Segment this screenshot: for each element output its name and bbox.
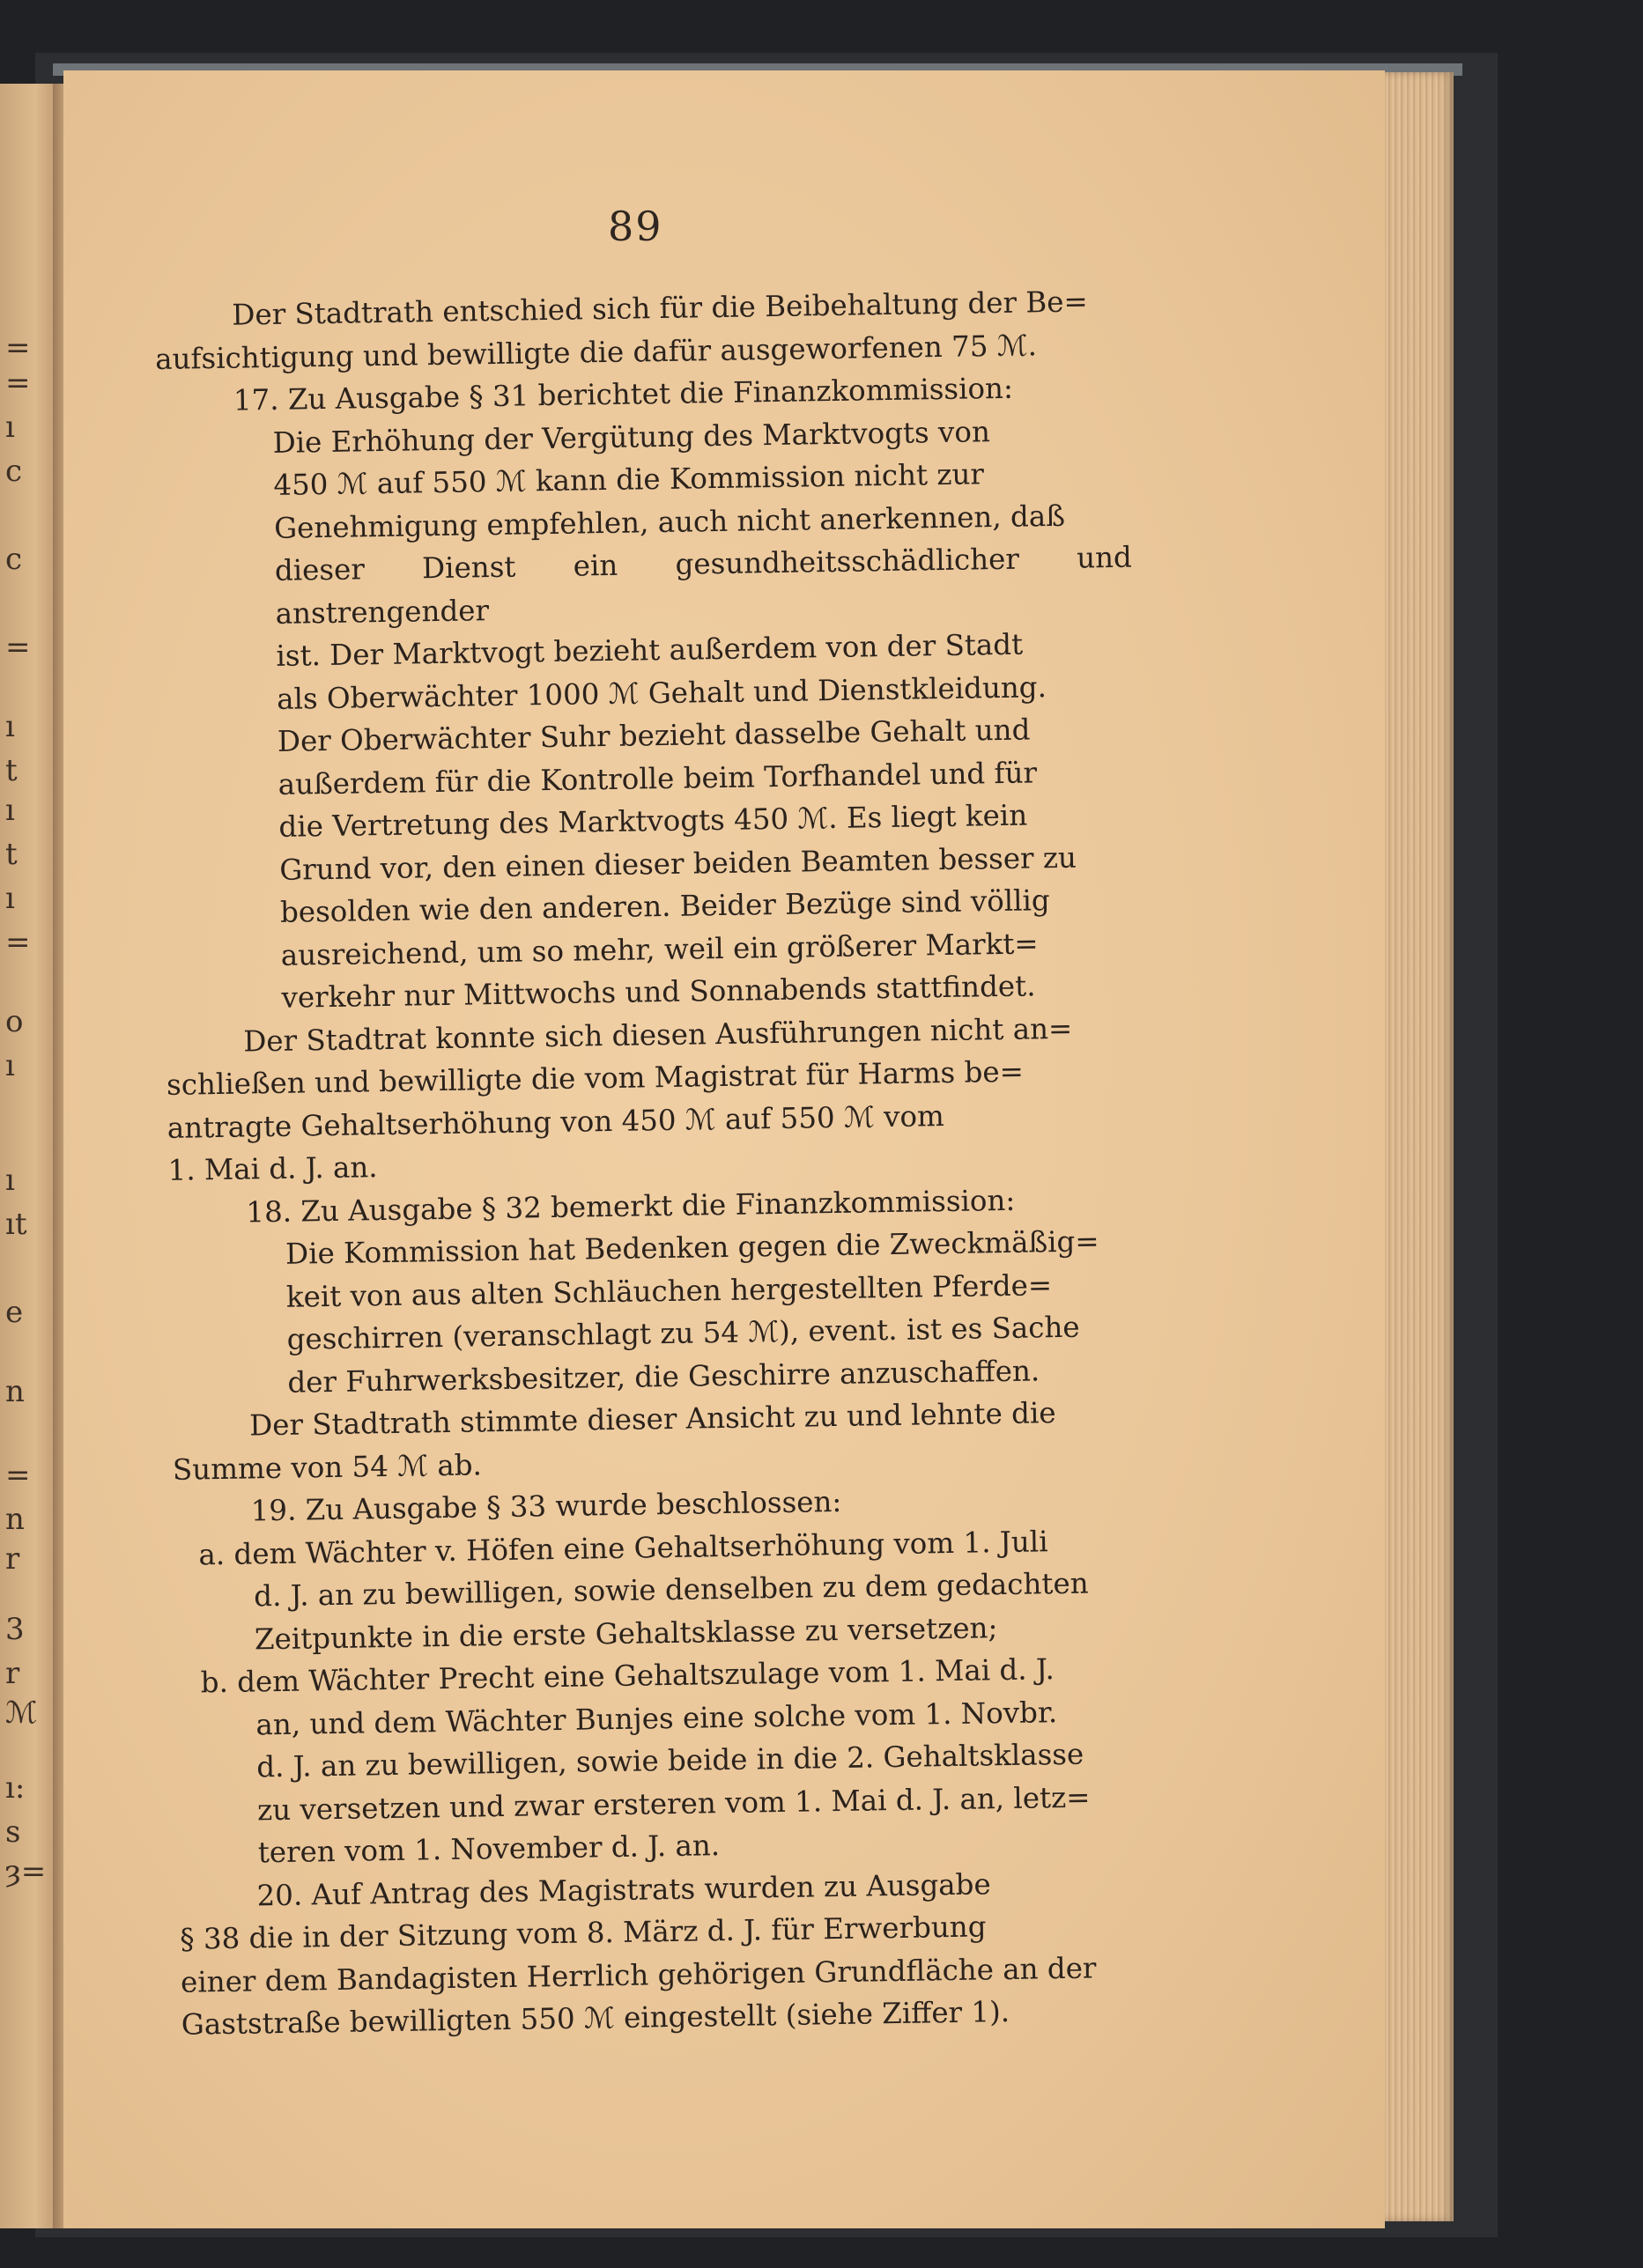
left-fragment: ıt	[5, 1207, 27, 1242]
text-line: 450 ℳ auf 550 ℳ kann die Kommission nicht zur	[273, 457, 985, 502]
text-line: zu versetzen und zwar ersteren vom 1. Mai d. J. an, letz=	[256, 1780, 1091, 1827]
left-fragment: =	[5, 1458, 31, 1493]
text-line: d. J. an zu bewilligen, sowie denselben zu dem gedachten	[253, 1566, 1089, 1614]
text-line: verkehr nur Mittwochs und Sonnabends stattfindet.	[281, 969, 1036, 1015]
left-fragment: 3	[5, 1612, 25, 1647]
left-fragment: r	[5, 1541, 20, 1577]
left-fragment: ı:	[5, 1770, 26, 1806]
left-fragment: ı	[5, 1163, 15, 1198]
left-fragment: ı	[5, 793, 15, 828]
text-line: b. dem Wächter Precht eine Gehaltszulage vom 1. Mai d. J.	[200, 1652, 1055, 1700]
text-line: die Vertretung des Marktvogts 450 ℳ. Es liegt kein	[278, 798, 1028, 844]
text-line: ist. Der Marktvogt bezieht außerdem von der Stadt	[276, 627, 1024, 673]
text-line: aufsichtigung und bewilligte die dafür ausgeworfenen 75 ℳ.	[154, 328, 1038, 376]
text-line: Zeitpunkte in die erste Gehaltsklasse zu versetzen;	[254, 1610, 998, 1656]
left-fragment: ȝ=	[5, 1854, 47, 1889]
left-fragment: c	[5, 542, 23, 577]
text-line: Der Stadtrath entschied sich für die Beibehaltung der Be=	[232, 284, 1088, 332]
left-fragment: =	[5, 925, 31, 960]
text-line: der Fuhrwerksbesitzer, die Geschirre anzuschaffen.	[287, 1353, 1040, 1400]
left-fragment: ı	[5, 881, 15, 916]
text-line: 17. Zu Ausgabe § 31 berichtet die Finanzkommission:	[233, 371, 1014, 417]
left-fragment: c	[5, 454, 23, 489]
text-line: 18. Zu Ausgabe § 32 bemerkt die Finanzkommission:	[246, 1183, 1016, 1229]
text-line: Der Oberwächter Suhr bezieht dasselbe Gehalt und	[277, 713, 1031, 758]
text-line: Die Erhöhung der Vergütung des Marktvogts von	[272, 414, 991, 460]
left-fragment: n	[5, 1374, 25, 1409]
left-fragment: o	[5, 1004, 24, 1039]
text-line: Gaststraße bewilligten 550 ℳ eingestellt (siehe Ziffer 1).	[181, 1994, 1010, 2042]
text-line: ausreichend, um so mehr, weil ein größerer Markt=	[280, 926, 1039, 972]
text-line: Der Stadtrat konnte sich diesen Ausführungen nicht an=	[243, 1011, 1073, 1059]
text-line: Summe von 54 ℳ ab.	[172, 1447, 483, 1487]
text-line: 20. Auf Antrag des Magistrats wurden zu Ausgabe	[256, 1866, 991, 1912]
left-fragment: ı	[5, 410, 15, 445]
text-line: dieser Dienst ein gesundheitsschädlicher und anstrengender	[274, 540, 1133, 631]
left-fragment: ı	[5, 1048, 15, 1083]
text-line: besolden wie den anderen. Beider Bezüge sind völlig	[279, 883, 1050, 929]
text-line: außerdem für die Kontrolle beim Torfhandel und für	[278, 755, 1038, 802]
left-fragment: n	[5, 1502, 25, 1537]
text-line: als Oberwächter 1000 ℳ Gehalt und Dienstkleidung.	[276, 669, 1047, 716]
text-line: Der Stadtrath stimmte dieser Ansicht zu und lehnte die	[248, 1396, 1056, 1443]
text-line: § 38 die in der Sitzung vom 8. März d. J. für Erwerbung	[180, 1910, 987, 1956]
text-line: an, und dem Wächter Bunjes eine solche vom 1. Novbr.	[255, 1695, 1058, 1741]
text-line: Genehmigung empfehlen, auch nicht anerkennen, daß	[273, 499, 1066, 545]
left-fragment: e	[5, 1295, 24, 1330]
left-fragment: ℳ	[5, 1695, 38, 1731]
text-line: Die Kommission hat Bedenken gegen die Zweckmäßig=	[285, 1224, 1099, 1271]
left-fragment: =	[5, 630, 31, 665]
text-line: d. J. an zu bewilligen, sowie beide in die 2. Gehaltsklasse	[255, 1737, 1084, 1784]
page-number: 89	[608, 203, 663, 250]
left-fragment: =	[5, 330, 31, 366]
text-line: einer dem Bandagisten Herrlich gehörigen Grundfläche an der	[180, 1950, 1097, 1999]
text-line: 1. Mai d. J. an.	[167, 1150, 378, 1187]
text-line: 19. Zu Ausgabe § 33 wurde beschlossen:	[250, 1484, 842, 1528]
left-fragment: r	[5, 1656, 20, 1691]
page-text	[154, 280, 1155, 2047]
left-fragment: t	[5, 837, 18, 872]
left-fragment: t	[5, 753, 18, 788]
text-line: antragte Gehaltserhöhung von 450 ℳ auf 550 ℳ vom	[167, 1098, 945, 1145]
left-fragment: ı	[5, 709, 15, 744]
page-edges	[1385, 72, 1454, 2221]
text-line: geschirren (veranschlagt zu 54 ℳ), event. ist es Sache	[286, 1310, 1080, 1356]
text-line: a. dem Wächter v. Höfen eine Gehaltserhöhung vom 1. Juli	[198, 1524, 1048, 1571]
text-line: teren vom 1. November d. J. an.	[257, 1828, 721, 1870]
left-fragment: =	[5, 366, 31, 401]
left-fragment: s	[5, 1814, 21, 1850]
text-line: schließen und bewilligte die vom Magistrat für Harms be=	[166, 1054, 1025, 1102]
text-line: Grund vor, den einen dieser beiden Beamten besser zu	[278, 840, 1077, 887]
text-line: keit von aus alten Schläuchen hergestellten Pferde=	[285, 1267, 1053, 1314]
